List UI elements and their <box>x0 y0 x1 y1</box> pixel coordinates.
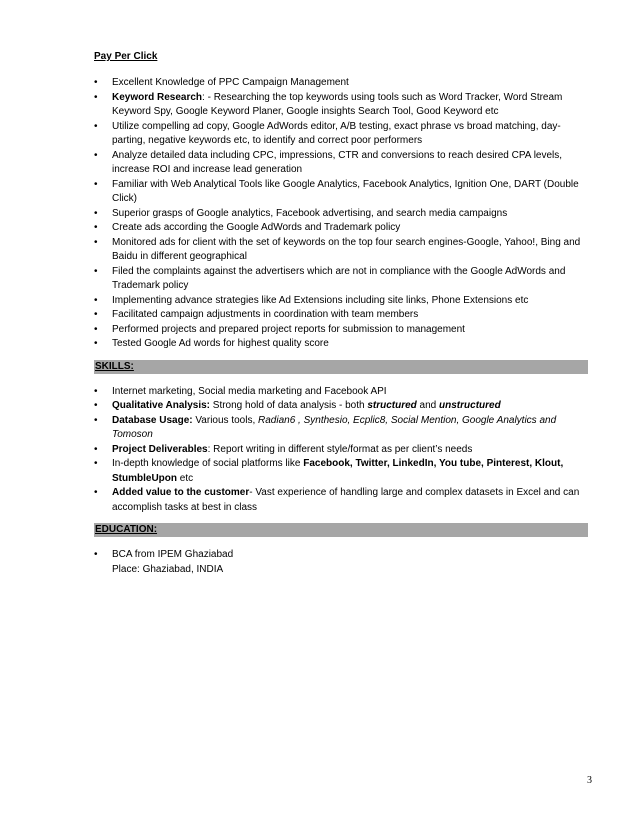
skill-label: Added value to the customer <box>112 487 250 498</box>
list-item <box>94 385 588 400</box>
skill-text: In-depth knowledge of social platforms like <box>112 458 304 469</box>
bullet-icon: • <box>94 549 98 560</box>
bullet-icon: • <box>94 385 98 397</box>
ppc-item-text: Monitored ads for client with the set of keywords on the top four search engines-Google, Yahoo!, Bing and Baidu in different geographical <box>112 236 581 262</box>
skill-text: : Report writing in different style/format as per client’s needs <box>207 443 473 455</box>
page-content <box>94 50 588 577</box>
skill-text: Strong hold of data analysis - both <box>210 400 368 411</box>
education-list <box>94 548 588 577</box>
list-item <box>94 265 588 294</box>
skill-label: Qualitative Analysis: <box>112 400 210 411</box>
skill-label: Project Deliverables <box>112 443 208 455</box>
ppc-item-text: Superior grasps of Google analytics, Facebook advertising, and search media campaigns <box>112 207 508 219</box>
bullet-icon: • <box>94 400 98 411</box>
skill-text: etc <box>177 472 194 484</box>
ppc-list <box>94 76 588 352</box>
bullet-icon: • <box>94 222 98 233</box>
list-item <box>94 76 588 91</box>
bullet-icon: • <box>94 414 98 426</box>
skill-tools: Radian6 , Synthesio, Ecplic8, Social Mention, Google Analytics and Tomoson <box>112 414 557 440</box>
list-item <box>94 221 588 236</box>
ppc-heading: Pay Per Click <box>94 51 158 62</box>
ppc-item-text: Familiar with Web Analytical Tools like Google Analytics, Facebook Analytics, Ignition One, DART (Double Click) <box>112 178 579 204</box>
skill-text: and <box>416 400 440 411</box>
bullet-icon: • <box>94 443 98 455</box>
list-item <box>94 337 588 352</box>
bullet-icon: • <box>94 207 98 219</box>
list-item <box>94 120 588 149</box>
list-item <box>94 91 588 120</box>
ppc-item-text: Filed the complaints against the advertisers which are not in compliance with the Google AdWords and Trademark policy <box>112 265 566 291</box>
list-item <box>94 486 588 515</box>
education-degree: BCA from IPEM Ghaziabad <box>112 549 234 560</box>
ppc-item-text: Analyze detailed data including CPC, impressions, CTR and conversions to reach desired CPA levels, increase ROI and increase lead generation <box>112 149 563 175</box>
bullet-icon: • <box>94 77 98 88</box>
ppc-item-text: : - Researching the top keywords using tools such as Word Tracker, Word Stream Keyword Spy, Google Keyword Planer, Google insights Search Tool, Good Keyword etc <box>112 91 563 117</box>
ppc-item-text: Excellent Knowledge of PPC Campaign Management <box>112 77 349 88</box>
bullet-icon: • <box>94 487 98 498</box>
ppc-item-text: Create ads according the Google AdWords and Trademark policy <box>112 222 401 233</box>
list-item <box>94 178 588 207</box>
bullet-icon: • <box>94 309 98 320</box>
list-item <box>94 149 588 178</box>
list-item <box>94 236 588 265</box>
bullet-icon: • <box>94 120 98 132</box>
ppc-item-label: Keyword Research <box>112 91 203 103</box>
list-item <box>94 399 588 414</box>
education-heading: EDUCATION: <box>94 523 588 537</box>
skill-text: Internet marketing, Social media marketing and Facebook API <box>112 385 387 397</box>
page-number: 3 <box>587 775 592 786</box>
skill-emphasis: structured <box>367 400 417 411</box>
list-item <box>94 294 588 309</box>
bullet-icon: • <box>94 338 98 349</box>
skill-label: Database Usage: <box>112 414 193 426</box>
bullet-icon: • <box>94 294 98 306</box>
ppc-item-text: Facilitated campaign adjustments in coordination with team members <box>112 309 419 320</box>
skill-text: Various tools, <box>192 414 258 426</box>
skill-text: - Vast experience of handling large and complex datasets in Excel and can accomplish tasks at best in class <box>112 487 580 513</box>
list-item <box>94 457 588 486</box>
bullet-icon: • <box>94 149 98 161</box>
list-item <box>94 414 588 443</box>
bullet-icon: • <box>94 265 98 277</box>
bullet-icon: • <box>94 458 98 469</box>
bullet-icon: • <box>94 236 98 248</box>
ppc-item-text: Utilize compelling ad copy, Google AdWords editor, A/B testing, exact phrase vs broad matching, day-parting, negative keywords etc, to identify and correct poor performers <box>112 120 561 146</box>
list-item <box>94 207 588 222</box>
skills-list <box>94 385 588 516</box>
list-item <box>94 323 588 338</box>
list-item <box>94 308 588 323</box>
bullet-icon: • <box>94 178 98 190</box>
skill-platforms: Facebook, Twitter, LinkedIn, You tube, Pinterest, Klout, StumbleUpon <box>112 458 564 484</box>
list-item <box>94 548 588 577</box>
bullet-icon: • <box>94 323 98 335</box>
skills-heading: SKILLS: <box>94 360 588 374</box>
ppc-item-text: Performed projects and prepared project reports for submission to management <box>112 323 465 335</box>
education-place: Place: Ghaziabad, INDIA <box>112 563 224 575</box>
ppc-item-text: Tested Google Ad words for highest quality score <box>112 338 329 349</box>
ppc-item-text: Implementing advance strategies like Ad Extensions including site links, Phone Extensions etc <box>112 294 529 306</box>
skill-emphasis: unstructured <box>439 400 501 411</box>
list-item <box>94 443 588 458</box>
bullet-icon: • <box>94 91 98 103</box>
